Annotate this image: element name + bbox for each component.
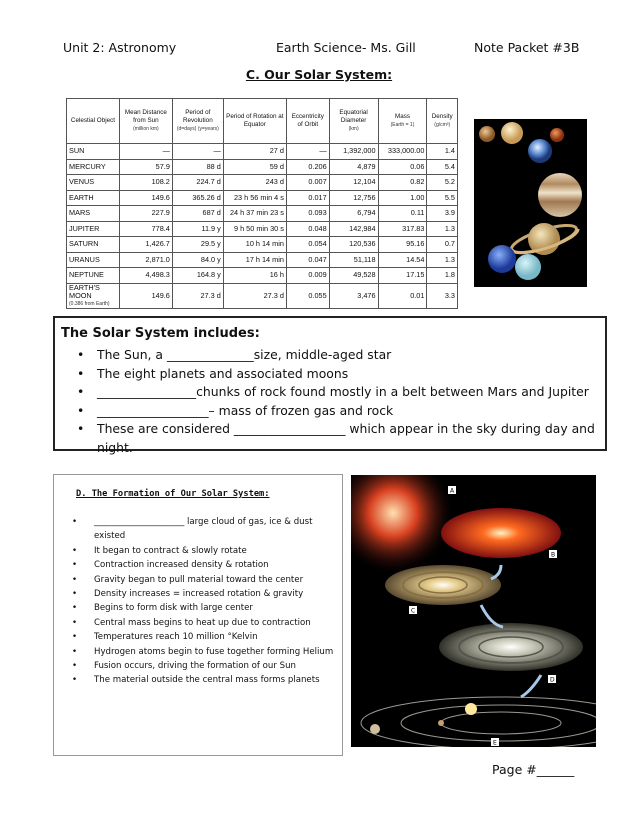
cell-rotation-value: 59 d [269, 161, 284, 171]
header-label: Period of Revolution [182, 109, 213, 124]
cell-distance-value: 2,871.0 [145, 254, 170, 264]
cell-rotation-value: 9 h 50 min 30 s [234, 223, 284, 233]
diagram-label-e: E [493, 739, 497, 747]
cell-revolution [172, 283, 223, 308]
cell-mass-value: 333,000.00 [387, 146, 425, 156]
cell-diameter [329, 175, 378, 191]
cell-diameter [329, 221, 378, 237]
cell-diameter-value: 1,392,000 [343, 146, 376, 156]
cell-revolution [172, 206, 223, 222]
cell-revolution [172, 237, 223, 253]
cell-object [67, 252, 120, 268]
cell-object-value: SUN [69, 146, 85, 156]
cell-object-value: MERCURY [69, 161, 106, 171]
cell-mass-value: 0.06 [410, 161, 425, 171]
cell-eccentricity-value: 0.054 [308, 239, 327, 249]
cell-distance [119, 190, 172, 206]
table-header-row [67, 99, 458, 144]
table-row [67, 252, 458, 268]
cell-density-value: 5.2 [444, 177, 455, 187]
cell-rotation-value: 27 d [269, 146, 284, 156]
cell-distance-value: 1,426.7 [145, 239, 170, 249]
cell-eccentricity-value: 0.206 [308, 161, 327, 171]
cell-revolution-value: 224.7 d [196, 177, 221, 187]
cell-object [67, 190, 120, 206]
cell-eccentricity [286, 144, 329, 160]
cell-density [427, 190, 458, 206]
cell-mass [378, 237, 427, 253]
cell-rotation-value: 27.3 d [263, 290, 284, 300]
cell-distance [119, 268, 172, 284]
cell-revolution-value: 27.3 d [200, 290, 221, 300]
formation-item: • _____________________ large cloud of gas, ice & dust existed [68, 515, 342, 544]
cell-revolution [172, 159, 223, 175]
cell-revolution [172, 252, 223, 268]
table-row [67, 159, 458, 175]
cell-mass [378, 159, 427, 175]
header-unit: (g/cm³) [434, 122, 451, 128]
cell-rotation-value: 243 d [265, 177, 284, 187]
cell-eccentricity-value: 0.007 [308, 177, 327, 187]
planets-image [474, 119, 587, 287]
formation-illustration [351, 475, 596, 747]
cell-mass-value: 1.00 [410, 192, 425, 202]
formation-list [68, 515, 342, 688]
table-row [67, 268, 458, 284]
cell-object-value: MARS [69, 208, 91, 218]
cell-eccentricity [286, 206, 329, 222]
cell-eccentricity-value: 0.093 [308, 208, 327, 218]
header-unit: Unit 2: Astronomy [63, 40, 177, 55]
cell-distance-value: 778.4 [151, 223, 170, 233]
formation-item: • Density increases = increased rotation & gravity [68, 587, 342, 601]
cell-revolution [172, 144, 223, 160]
cell-mass [378, 144, 427, 160]
cell-rotation-value: 10 h 14 min [245, 239, 284, 249]
cell-revolution-value: 88 d [206, 161, 221, 171]
cell-distance-value: 4,498.3 [145, 270, 170, 280]
cell-object-note: (0.386 from Earth) [69, 300, 110, 307]
cell-mass-value: 17.15 [406, 270, 425, 280]
table-row [67, 206, 458, 222]
formation-heading: D. The Formation of Our Solar System: [76, 489, 270, 499]
cell-eccentricity [286, 190, 329, 206]
neptune-icon [488, 245, 516, 273]
cell-distance [119, 283, 172, 308]
cell-diameter-value: 3,476 [357, 290, 376, 300]
cell-eccentricity-value: 0.055 [308, 290, 327, 300]
cell-revolution [172, 175, 223, 191]
uranus-icon [515, 254, 541, 280]
cell-eccentricity [286, 283, 329, 308]
cell-distance-value: 149.6 [151, 290, 170, 300]
formation-item: • Central mass begins to heat up due to contraction [68, 616, 342, 630]
formation-item: • Begins to form disk with large center [68, 601, 342, 615]
cell-mass [378, 268, 427, 284]
mars-icon [550, 128, 564, 142]
planets-illustration [474, 119, 587, 287]
cell-density-value: 5.5 [444, 192, 455, 202]
cell-density-value: 1.4 [444, 146, 455, 156]
cell-mass [378, 206, 427, 222]
cell-distance-value: 108.2 [151, 177, 170, 187]
cell-revolution-value: 84.0 y [200, 254, 221, 264]
cell-revolution [172, 190, 223, 206]
cell-object [67, 221, 120, 237]
table-header-cell [172, 99, 223, 144]
table-row [67, 144, 458, 160]
formation-item: • Hydrogen atoms begin to fuse together forming Helium [68, 645, 342, 659]
cell-distance [119, 252, 172, 268]
venus-icon [501, 122, 523, 144]
cell-object-value: SATURN [69, 239, 99, 249]
includes-heading: The Solar System includes: [61, 326, 260, 341]
cell-eccentricity-value: 0.009 [308, 270, 327, 280]
table-row [67, 283, 458, 308]
cell-object-value: URANUS [69, 254, 100, 264]
section-title: C. Our Solar System: [245, 67, 393, 82]
cell-density-value: 1.3 [444, 223, 455, 233]
header-label: Celestial Object [70, 117, 116, 124]
header-unit: (km) [348, 126, 359, 132]
diagram-label-a: A [450, 487, 455, 495]
table-header-cell [119, 99, 172, 144]
cell-object [67, 144, 120, 160]
header-label: Mean Distance from Sun [124, 109, 167, 124]
cell-rotation [223, 206, 286, 222]
header-unit: (d=days) (y=years) [176, 126, 219, 132]
cell-revolution-value: 365.26 d [192, 192, 221, 202]
cell-mass [378, 221, 427, 237]
cell-density-value: 1.8 [444, 270, 455, 280]
earth-icon [528, 139, 552, 163]
cell-distance [119, 237, 172, 253]
formation-item: • Fusion occurs, driving the formation of our Sun [68, 659, 342, 673]
cell-revolution-value: 687 d [202, 208, 221, 218]
header-label: Equatorial Diameter [339, 109, 368, 124]
cell-rotation [223, 221, 286, 237]
formation-item: • The material outside the central mass forms planets [68, 673, 342, 687]
cell-density [427, 175, 458, 191]
cell-rotation-value: 16 h [269, 270, 284, 280]
table-header-cell [223, 99, 286, 144]
cell-eccentricity [286, 221, 329, 237]
header-course: Earth Science- Ms. Gill [276, 40, 416, 55]
table-row [67, 237, 458, 253]
table-header-cell [378, 99, 427, 144]
cell-distance [119, 221, 172, 237]
cell-distance-value: 57.9 [155, 161, 170, 171]
cell-revolution-value: 11.9 y [201, 223, 221, 233]
table-header-cell [286, 99, 329, 144]
cell-density [427, 268, 458, 284]
cell-diameter-value: 51,118 [353, 254, 376, 264]
cell-density [427, 237, 458, 253]
cell-eccentricity-value: 0.047 [308, 254, 327, 264]
cell-diameter [329, 190, 378, 206]
cell-rotation [223, 268, 286, 284]
cell-distance [119, 175, 172, 191]
formation-box [53, 474, 343, 756]
cell-density [427, 221, 458, 237]
table-header-cell [67, 99, 120, 144]
diagram-label-d: D [550, 676, 555, 684]
cell-diameter [329, 206, 378, 222]
cell-density-value: 5.4 [444, 161, 455, 171]
cell-density-value: 3.3 [444, 290, 455, 300]
cell-mass-value: 317.83 [402, 223, 425, 233]
formation-item: • It began to contract & slowly rotate [68, 544, 342, 558]
cell-object-value: JUPITER [69, 223, 100, 233]
cell-eccentricity [286, 175, 329, 191]
cell-mass [378, 175, 427, 191]
cell-revolution-value: 164.8 y [196, 270, 221, 280]
cell-eccentricity [286, 159, 329, 175]
cell-distance-value: 227.9 [151, 208, 170, 218]
formation-item: • Contraction increased density & rotation [68, 558, 342, 572]
cell-mass-value: 0.82 [410, 177, 425, 187]
cell-object [67, 268, 120, 284]
includes-item-planets: • The eight planets and associated moons [77, 365, 597, 384]
includes-item-comets: • __________________– mass of frozen gas and rock [77, 402, 597, 421]
cell-revolution-value: — [213, 146, 221, 156]
cell-eccentricity [286, 268, 329, 284]
cell-density-value: 0.7 [444, 239, 455, 249]
header-unit: (Earth = 1) [390, 122, 415, 128]
header-label: Density [431, 113, 453, 120]
cell-eccentricity [286, 252, 329, 268]
cell-diameter-value: 12,104 [353, 177, 376, 187]
cell-mass-value: 0.01 [410, 290, 425, 300]
cell-distance-value: — [162, 146, 170, 156]
cell-diameter [329, 283, 378, 308]
cell-mass-value: 14.54 [406, 254, 425, 264]
cell-diameter-value: 120,536 [349, 239, 376, 249]
cell-object [67, 175, 120, 191]
header-label: Mass [394, 113, 410, 120]
cell-density [427, 252, 458, 268]
table-header-cell [329, 99, 378, 144]
solar-system-includes-box [53, 316, 607, 455]
cell-diameter [329, 268, 378, 284]
jupiter-icon [538, 173, 582, 217]
saturn-icon [509, 220, 579, 258]
cell-diameter-value: 4,879 [357, 161, 376, 171]
cell-object [67, 283, 120, 308]
cell-revolution [172, 268, 223, 284]
formation-item: • Gravity began to pull material toward the center [68, 573, 342, 587]
page-number-field: Page #______ [492, 762, 575, 777]
cell-object [67, 237, 120, 253]
table-row [67, 190, 458, 206]
cell-eccentricity [286, 237, 329, 253]
cell-mass-value: 0.11 [410, 208, 425, 218]
cell-rotation [223, 144, 286, 160]
cell-mass [378, 252, 427, 268]
cell-diameter [329, 237, 378, 253]
cell-distance [119, 159, 172, 175]
header-unit: (million km) [133, 126, 159, 132]
table-header-cell [427, 99, 458, 144]
cell-rotation-value: 23 h 56 min 4 s [234, 192, 284, 202]
cell-rotation [223, 237, 286, 253]
includes-item-sun: • The Sun, a ______________size, middle-aged star [77, 346, 597, 365]
cell-diameter [329, 159, 378, 175]
table-body [67, 144, 458, 309]
cell-rotation [223, 175, 286, 191]
cell-mass [378, 283, 427, 308]
cell-object [67, 159, 120, 175]
cell-density [427, 206, 458, 222]
cell-object-value: VENUS [69, 177, 95, 187]
planet-data-table [66, 98, 458, 309]
table-row [67, 175, 458, 191]
diagram-label-b: B [551, 551, 556, 559]
includes-item-asteroids: • ________________chunks of rock found mostly in a belt between Mars and Jupiter [77, 383, 597, 402]
includes-list [77, 346, 597, 458]
header-label: Period of Rotation at Equator [226, 113, 284, 128]
cell-object-value: NEPTUNE [69, 270, 104, 280]
cell-eccentricity-value: 0.048 [308, 223, 327, 233]
cell-rotation [223, 283, 286, 308]
table-row [67, 221, 458, 237]
cell-rotation-value: 17 h 14 min [245, 254, 284, 264]
cell-revolution-value: 29.5 y [200, 239, 221, 249]
cell-density-value: 3.9 [444, 208, 455, 218]
cell-mass-value: 95.16 [406, 239, 425, 249]
cell-diameter [329, 144, 378, 160]
cell-object [67, 206, 120, 222]
header-label: Eccentricity of Orbit [291, 113, 324, 128]
cell-mass [378, 190, 427, 206]
cell-rotation [223, 252, 286, 268]
cell-eccentricity-value: — [319, 146, 327, 156]
cell-diameter-value: 49,528 [353, 270, 376, 280]
formation-item: • Temperatures reach 10 million °Kelvin [68, 630, 342, 644]
cell-object-value: EARTH'S MOON [69, 283, 100, 300]
cell-distance [119, 144, 172, 160]
cell-density [427, 159, 458, 175]
diagram-label-c: C [411, 607, 416, 615]
includes-item-celestial-objects: • These are considered __________________ which appear in the sky during day and night. [77, 420, 597, 457]
header-packet: Note Packet #3B [474, 40, 580, 55]
cell-distance-value: 149.6 [151, 192, 170, 202]
cell-density [427, 283, 458, 308]
cell-object-value: EARTH [69, 192, 94, 202]
cell-revolution [172, 221, 223, 237]
cell-distance [119, 206, 172, 222]
mercury-icon [479, 126, 495, 142]
cell-density-value: 1.3 [444, 254, 455, 264]
cell-density [427, 144, 458, 160]
cell-rotation [223, 159, 286, 175]
formation-diagram-image [351, 475, 596, 747]
cell-diameter-value: 12,756 [353, 192, 376, 202]
cell-diameter [329, 252, 378, 268]
cell-rotation-value: 24 h 37 min 23 s [229, 208, 284, 218]
cell-rotation [223, 190, 286, 206]
cell-diameter-value: 6,794 [357, 208, 376, 218]
cell-diameter-value: 142,984 [349, 223, 376, 233]
cell-eccentricity-value: 0.017 [308, 192, 327, 202]
